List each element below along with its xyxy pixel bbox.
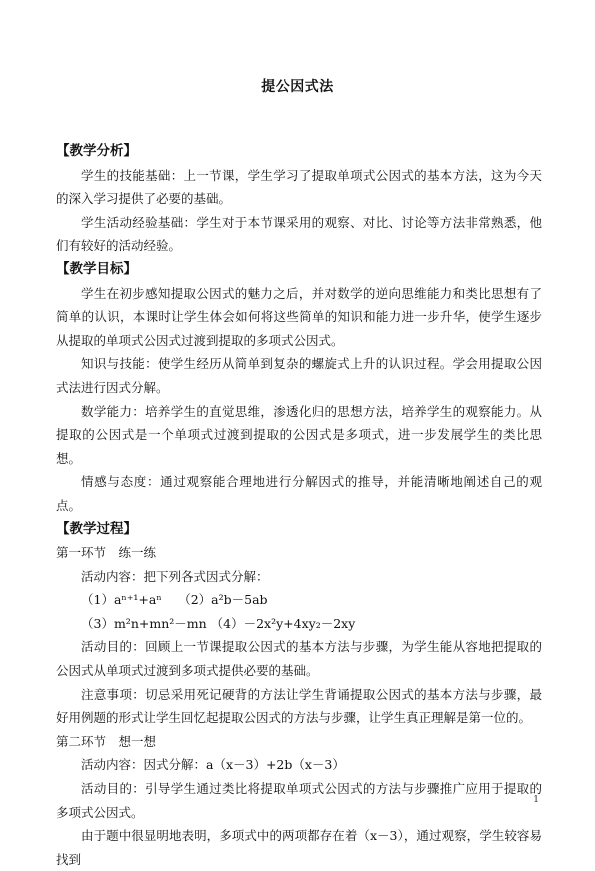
document-title: 提公因式法 (261, 79, 334, 95)
exercise-line-1: （1）aⁿ⁺¹+aⁿ （2）a²b－5ab (81, 592, 268, 608)
para-activity-content-1: 活动内容：把下列各式因式分解： (81, 568, 269, 584)
heading-teaching-process: 【教学过程】 (56, 520, 137, 537)
page-number: 1 (533, 795, 539, 805)
heading-teaching-analysis: 【教学分析】 (56, 143, 137, 159)
document-body (56, 140, 542, 871)
section-2: 第二环节 想一想 (56, 733, 157, 749)
para-observation: 由于题中很显明地表明，多项式中的两项都存在着（x－3），通过观察，学生较容易找到 (56, 828, 542, 867)
exercise-line-2: （3）m²n+mn²－mn （4）－2x²y+4xy₂－2xy (81, 615, 356, 631)
para-skill-basis: 学生的技能基础：上一节课，学生学习了提取单项式公因式的基本方法，这为今天的深入学习提供了必要的基础。 (56, 167, 542, 207)
para-goal-intro: 学生在初步感知提取公因式的魅力之后，并对数学的逆向思维能力和类比思想有了简单的认识，本课时让学生体会如何将这些简单的知识和能力进一步升华，使学生逐步从提取的单项式公因式过渡到提取的多项式公因式。 (56, 285, 542, 348)
para-activity-experience: 学生活动经验基础：学生对于本节课采用的观察、对比、讨论等方法非常熟悉，他们有较好的活动经验。 (56, 214, 542, 254)
section-1: 第一环节 练一练 (56, 545, 157, 561)
para-notes: 注意事项：切忌采用死记硬背的方法让学生背诵提取公因式的基本方法与步骤，最好用例题的形式让学生回忆起提取公因式的方法与步骤，让学生真正理解是第一位的。 (56, 686, 542, 726)
para-knowledge-skills: 知识与技能：使学生经历从简单到复杂的螺旋式上升的认识过程。学会用提取公因式法进行因式分解。 (56, 356, 542, 395)
para-emotion-attitude: 情感与态度：通过观察能合理地进行分解因式的推导，并能清晰地阐述自己的观点。 (56, 474, 542, 513)
heading-teaching-goals: 【教学目标】 (56, 260, 137, 277)
para-activity-purpose-1: 活动目的：回顾上一节课提取公因式的基本方法与步骤，为学生能从容地把提取的公因式从单项式过渡到多项式提供必要的基础。 (56, 639, 542, 679)
para-activity-content-2: 活动内容：因式分解：a（x－3）+2b（x－3） (81, 757, 345, 773)
para-math-ability: 数学能力：培养学生的直觉思维，渗透化归的思想方法，培养学生的观察能力。从提取的公因式是一个单项式过渡到提取的公因式是多项式，进一步发展学生的类比思想。 (56, 403, 542, 466)
para-activity-purpose-2: 活动目的：引导学生通过类比将提取单项式公因式的方法与步骤推广应用于提取的多项式公因式。 (56, 781, 542, 820)
